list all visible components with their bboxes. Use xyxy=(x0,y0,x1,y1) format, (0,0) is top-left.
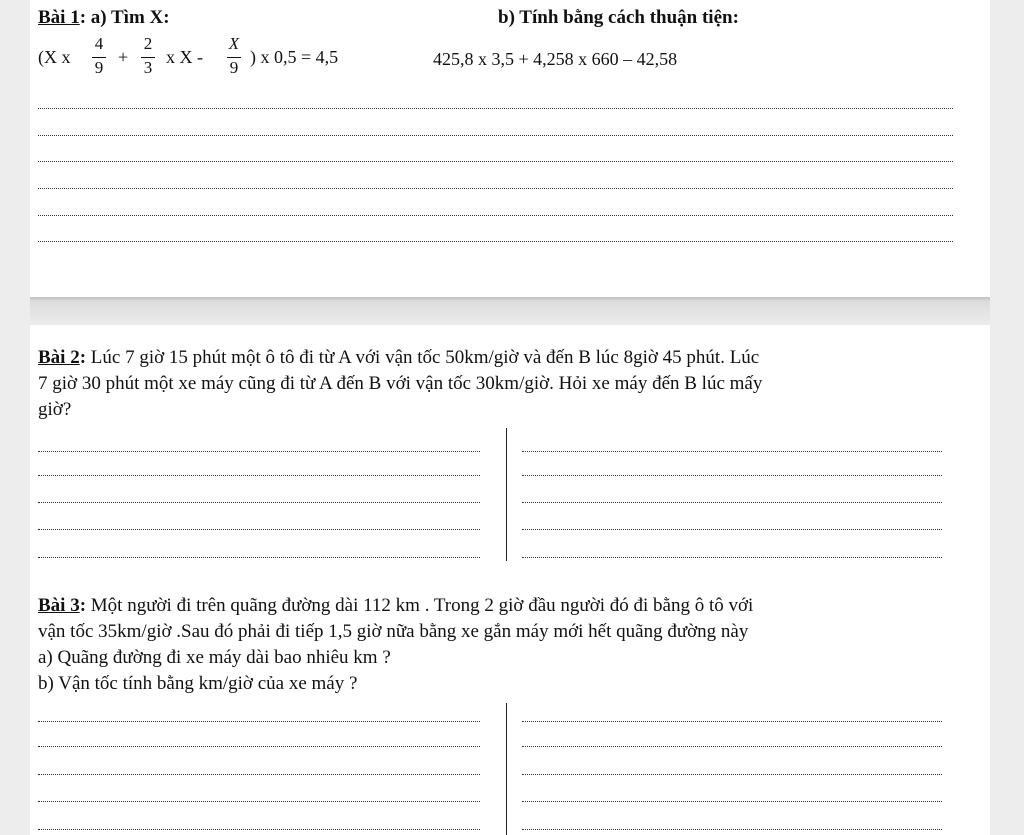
answer-line-right xyxy=(522,529,942,530)
eq-a-open: (X x xyxy=(38,47,71,67)
answer-line-right xyxy=(522,721,942,722)
bai3-line2: vận tốc 35km/giờ .Sau đó phải đi tiếp 1,5 giờ nữa bằng xe gắn máy mới hết quãng đường này xyxy=(38,621,749,642)
answer-line-left xyxy=(38,451,480,452)
answer-line-left xyxy=(38,475,480,476)
answer-line xyxy=(38,241,953,242)
answer-line-left xyxy=(38,557,480,558)
answer-line-right xyxy=(522,502,942,503)
frac1-denominator: 9 xyxy=(94,58,104,77)
page-gap xyxy=(30,297,990,325)
page-1 xyxy=(30,0,990,297)
answer-line xyxy=(38,188,953,189)
answer-line-left xyxy=(38,829,480,830)
equation-a xyxy=(38,34,398,84)
answer-line-right xyxy=(522,451,942,452)
eq-a-plus: + xyxy=(118,47,129,67)
bai1-part-a-title: : a) Tìm X: xyxy=(79,7,170,28)
bai1-heading xyxy=(38,6,170,30)
eq-a-mid: x X - xyxy=(166,47,203,67)
answer-line xyxy=(38,108,953,109)
bai3-line1-text: Một người đi trên quãng đường dài 112 km . Trong 2 giờ đầu người đó đi bằng ô tô với xyxy=(86,595,754,616)
bai1-part-b-title: b) Tính bằng cách thuận tiện: xyxy=(498,7,739,28)
answer-line-right xyxy=(522,801,942,802)
bai1-label: Bài 1 xyxy=(38,7,80,28)
bai2-text: Bài 2: Lúc 7 giờ 15 phút một ô tô đi từ A với vận tốc 50km/giờ và đến B lúc 8giờ 45 phút. Lúc 7 giờ 30 phút một xe máy cũng đi từ A đến B với vận tốc 30km/giờ. Hỏi xe máy đến B lúc mấy giờ? xyxy=(38,345,968,423)
frac2-denominator: 3 xyxy=(143,58,153,77)
answer-line-right xyxy=(522,746,942,747)
eq-a-close: ) x 0,5 = 4,5 xyxy=(250,47,339,67)
viewer-margin-left xyxy=(0,0,30,835)
answer-line xyxy=(38,161,953,162)
frac3-denominator: 9 xyxy=(229,58,239,77)
bai3-question-b: b) Vận tốc tính bằng km/giờ của xe máy ? xyxy=(38,673,358,694)
answer-line-right xyxy=(522,774,942,775)
equation-b: 425,8 x 3,5 + 4,258 x 660 – 42,58 xyxy=(433,49,678,69)
column-divider xyxy=(506,428,507,561)
bai3-text: Bài 3: Một người đi trên quãng đường dài 112 km . Trong 2 giờ đầu người đó đi bằng ô tô với vận tốc 35km/giờ .Sau đó phải đi tiếp 1,5 giờ nữa bằng xe gắn máy mới hết quãng đường này a) Quãng đường đi xe máy dài bao nhiêu km ? b) Vận tốc tính bằng km/giờ của xe máy ? xyxy=(38,593,968,697)
column-divider xyxy=(506,703,507,835)
answer-line xyxy=(38,215,953,216)
bai2-line1-text: Lúc 7 giờ 15 phút một ô tô đi từ A với vận tốc 50km/giờ và đến B lúc 8giờ 45 phút. Lúc xyxy=(86,347,760,368)
viewer-margin-right xyxy=(990,0,1024,835)
answer-line-left xyxy=(38,502,480,503)
answer-line-left xyxy=(38,746,480,747)
bai2-line3: giờ? xyxy=(38,399,72,420)
frac1-numerator: 4 xyxy=(94,34,104,53)
answer-line-left xyxy=(38,801,480,802)
frac3-numerator: X xyxy=(228,34,240,53)
bai2-label: Bài 2 xyxy=(38,347,80,368)
answer-line-right xyxy=(522,557,942,558)
frac2-numerator: 2 xyxy=(143,34,153,53)
answer-line-left xyxy=(38,721,480,722)
answer-line-left xyxy=(38,529,480,530)
page-2 xyxy=(30,325,990,835)
answer-line-right xyxy=(522,475,942,476)
bai3-question-a: a) Quãng đường đi xe máy dài bao nhiêu km ? xyxy=(38,647,391,668)
answer-line-right xyxy=(522,829,942,830)
answer-line-left xyxy=(38,774,480,775)
bai2-line2: 7 giờ 30 phút một xe máy cũng đi từ A đến B với vận tốc 30km/giờ. Hỏi xe máy đến B lúc mấy xyxy=(38,373,763,394)
bai3-label: Bài 3 xyxy=(38,595,80,616)
answer-line xyxy=(38,135,953,136)
